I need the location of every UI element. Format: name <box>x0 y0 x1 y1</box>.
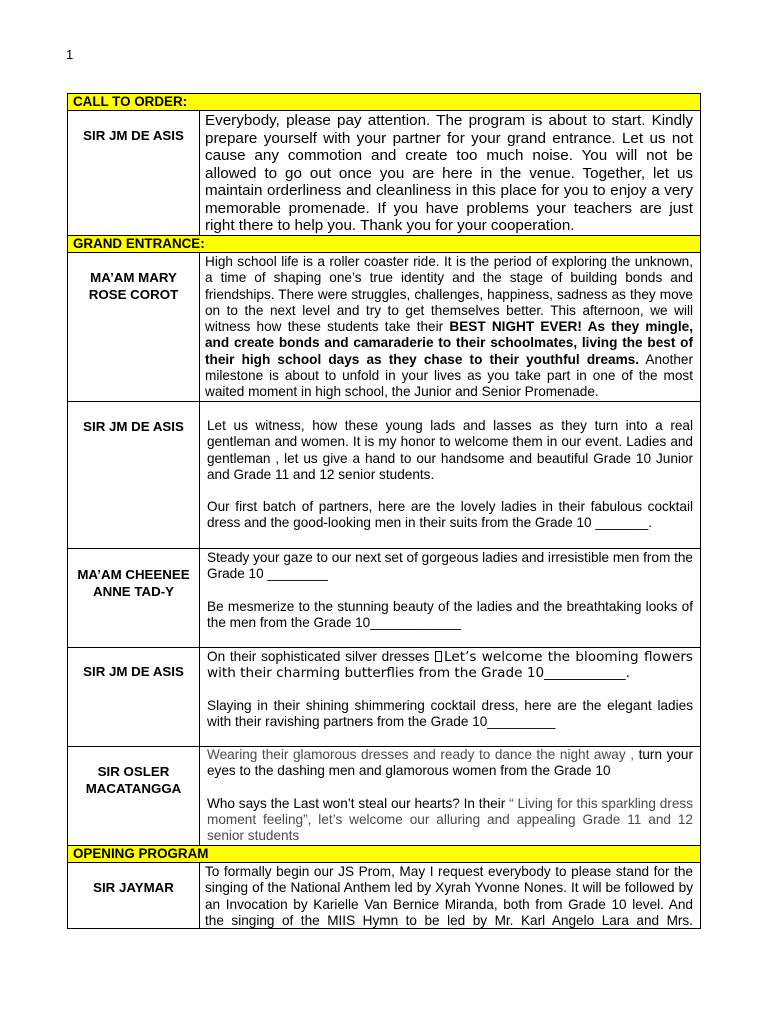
script-paragraph: Let us witness, how these young lads and lasses as they turn into a real gentleman and women. It is my honor to welcome them in our event. Ladies and gentleman , let us give a hand to our handsome and beautiful Grade 10 Junior and Grade 11 and 12 senior students. <box>207 418 693 482</box>
text-segment: Another milestone is about to unfold in your lives as you take part in one of the most waited moment in high school, the Junior and Senior Promenade. <box>205 351 694 400</box>
table-row <box>68 402 700 549</box>
program-script-table <box>67 93 701 929</box>
script-text <box>200 253 700 401</box>
gray-text-segment: “ Living for this sparkling dress moment feeling”, let’s welcome our alluring and appealing Grade 11 and 12 senior students <box>207 795 693 844</box>
gray-text-segment: Wearing their glamorous dresses and ready to dance the night away , <box>207 747 635 762</box>
table-row <box>68 747 700 846</box>
script-text <box>200 863 700 928</box>
section-header-call-to-order: CALL TO ORDER: <box>68 94 700 111</box>
speaker-name-line: SIR JM DE ASIS <box>83 419 184 434</box>
speaker-name <box>68 253 200 401</box>
script-paragraph <box>205 254 693 401</box>
speaker-name <box>68 111 200 235</box>
table-row <box>68 549 700 648</box>
script-text <box>200 747 700 845</box>
speaker-name <box>68 648 200 746</box>
alt-font-text-segment: Let’s welcome the blooming flowers with their charming butterflies from the Grade 10____________. <box>207 649 693 682</box>
speaker-name-line: MA’AM MARY <box>90 270 177 285</box>
speaker-name <box>68 863 200 928</box>
speaker-name-line: SIR JAYMAR <box>93 880 174 895</box>
script-paragraph: Slaying in their shining shimmering cocktail dress, here are the elegant ladies with their ravishing partners from the Grade 10_________ <box>207 697 693 729</box>
text-segment: Who says the Last won’t steal our hearts? In their <box>207 795 510 811</box>
table-row <box>68 111 700 236</box>
script-text <box>200 402 700 548</box>
speaker-name-line: ROSE COROT <box>88 287 179 302</box>
script-text <box>200 648 700 746</box>
section-header-opening-program: OPENING PROGRAM <box>68 846 700 863</box>
table-row <box>68 863 700 929</box>
section-header-grand-entrance: GRAND ENTRANCE: <box>68 236 700 253</box>
script-paragraph: Be mesmerize to the stunning beauty of the ladies and the breathtaking looks of the men from the Grade 10____________ <box>207 598 693 630</box>
script-paragraph <box>207 649 693 682</box>
speaker-name <box>68 747 200 845</box>
speaker-name-line: SIR JM DE ASIS <box>83 664 184 679</box>
table-row <box>68 253 700 402</box>
script-paragraph <box>207 796 693 845</box>
text-segment: High school life is a roller coaster ride. It is the period of exploring the unknown, a time of shaping one’s true identity and the stage of building bonds and friendships. There were struggles, challenges, happiness, sadness as they move on to the next level and try to get themselves better. This afternoon, we will witness how these students take their <box>205 254 693 335</box>
missing-glyph-icon <box>435 651 442 662</box>
bold-text-segment: BEST NIGHT EVER! As they mingle, and create bonds and camaraderie to their schoolmates, living the best of their high school days as they chase to their youthful dreams. <box>205 319 693 367</box>
table-row <box>68 648 700 747</box>
script-paragraph: To formally begin our JS Prom, May I request everybody to please stand for the singing of the National Anthem led by Xyrah Yvonne Nones. It will be followed by an Invocation by Karielle Van Bernice Miranda, both from Grade 10 level. And the singing of the MIIS Hymn to be led by Mr. Karl Angelo Lara and Mrs. <box>205 864 693 928</box>
text-segment: turn your eyes to the dashing men and glamorous women from the Grade 10 <box>207 747 694 779</box>
page-number: 1 <box>66 47 74 62</box>
script-paragraph <box>207 747 693 780</box>
text-segment: On their sophisticated silver dresses <box>207 649 435 664</box>
script-text <box>200 111 700 235</box>
speaker-name <box>68 402 200 548</box>
script-paragraph: Everybody, please pay attention. The program is about to start. Kindly prepare yourself with your partner for your grand entrance. Let us not cause any commotion and create too much noise. You will not be allowed to go out once you are here in the venue. Together, let us maintain orderliness and cleanliness in this place for you to enjoy a very memorable promenade. If you have problems your teachers are just right there to help you. Thank you for your cooperation. <box>205 112 693 234</box>
speaker-name-line: SIR JM DE ASIS <box>83 128 184 143</box>
script-paragraph: Our first batch of partners, here are the lovely ladies in their fabulous cocktail dress and the good-looking men in their suits from the Grade 10 _______. <box>207 499 693 531</box>
speaker-name-line: ANNE TAD-Y <box>92 584 174 599</box>
script-paragraph: Steady your gaze to our next set of gorgeous ladies and irresistible men from the Grade 10 ________ <box>207 550 693 582</box>
speaker-name-line: SIR OSLER <box>97 764 170 779</box>
speaker-name <box>68 549 200 647</box>
script-text <box>200 549 700 647</box>
speaker-name-line: MA’AM CHEENEE <box>77 567 190 582</box>
speaker-name-line: MACATANGGA <box>85 781 182 796</box>
